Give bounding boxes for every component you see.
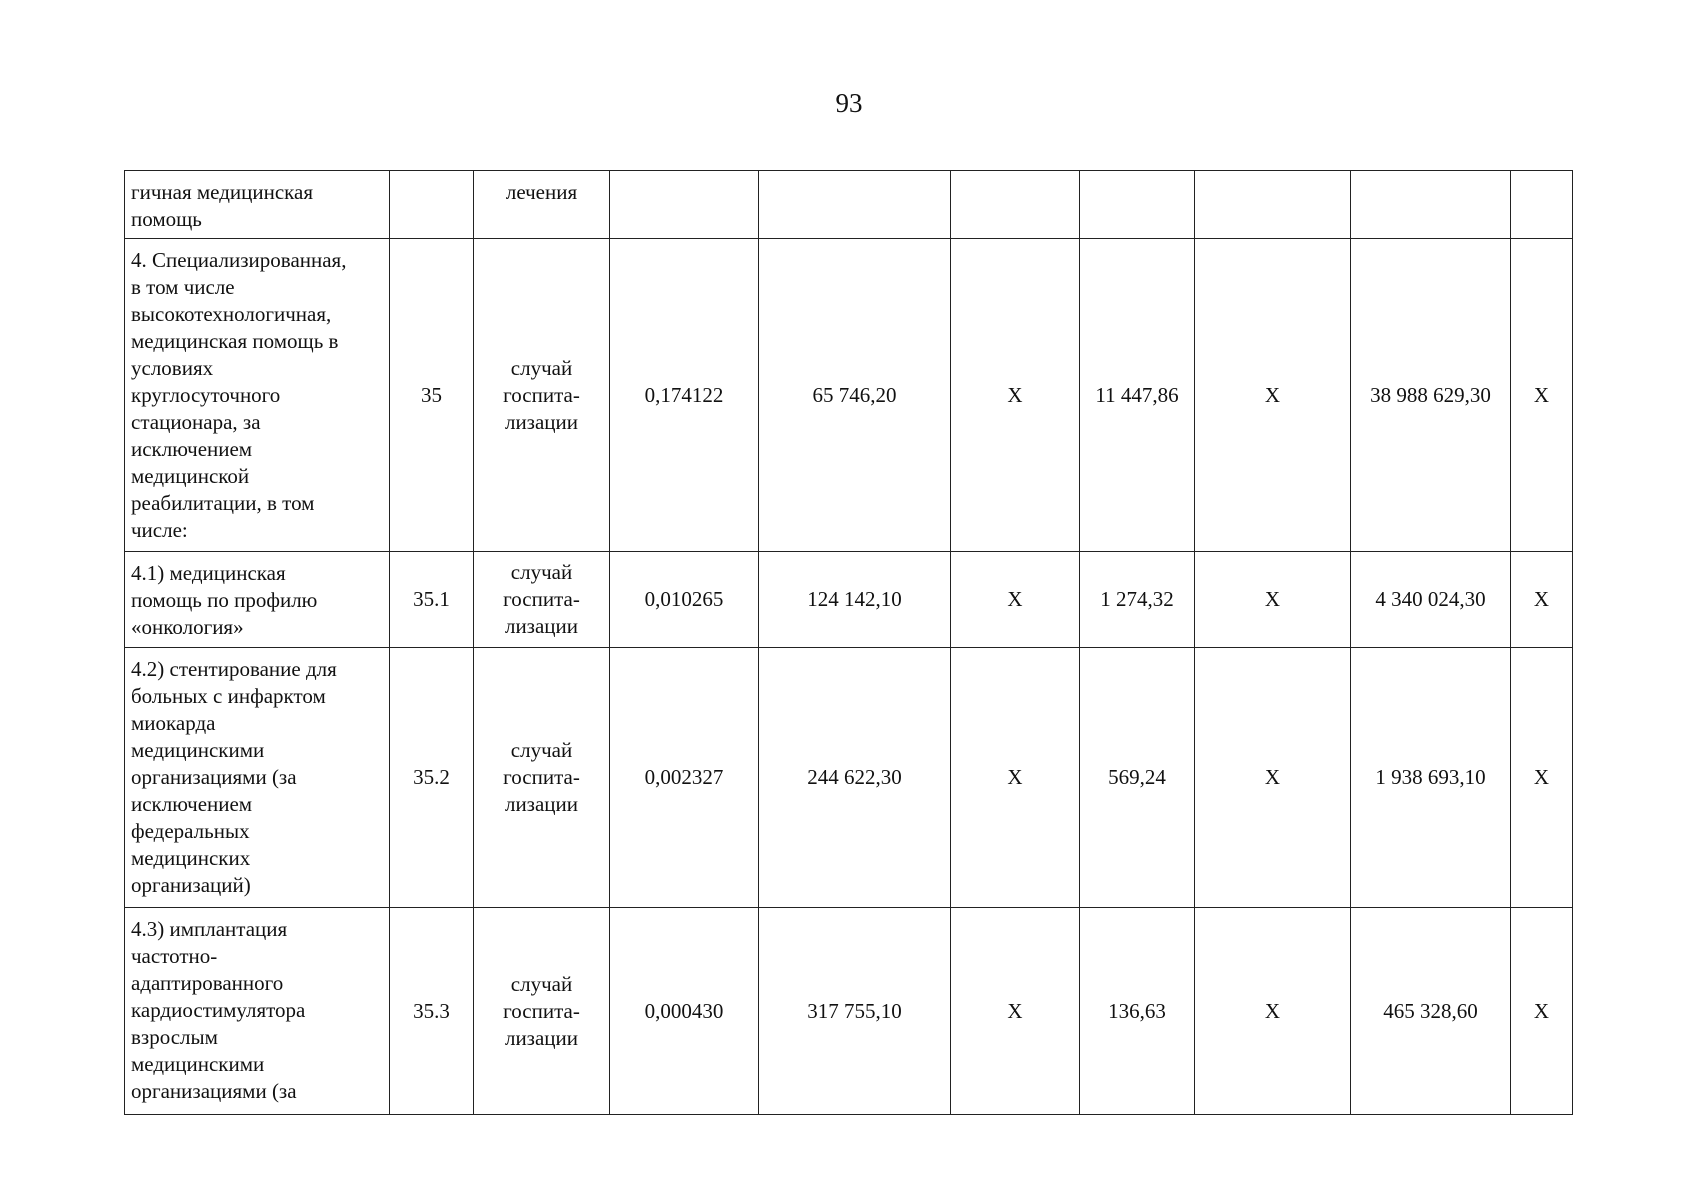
row-name-cell: 4.3) имплантация частотно- адаптированного кардиостимулятора взрослым медицинскими организациями (за [125, 908, 390, 1115]
table-row [125, 171, 1573, 239]
row-code-cell [390, 171, 474, 239]
row-value-cell: X [951, 239, 1080, 552]
data-table [124, 170, 1573, 1115]
page-number: 93 [835, 88, 863, 118]
row-value-cell: 11 447,86 [1080, 239, 1195, 552]
row-unit-cell: случай госпита- лизации [474, 552, 610, 648]
row-unit-cell: случай госпита- лизации [474, 908, 610, 1115]
row-value-cell: X [1511, 552, 1573, 648]
row-value-cell: X [1511, 648, 1573, 908]
row-unit-cell: случай госпита- лизации [474, 239, 610, 552]
row-value-cell: X [1511, 908, 1573, 1115]
row-value-cell: X [951, 648, 1080, 908]
row-unit-cell: лечения [474, 171, 610, 239]
table-row [125, 552, 1573, 648]
table-row [125, 908, 1573, 1115]
row-value-cell [759, 171, 951, 239]
row-unit-cell: случай госпита- лизации [474, 648, 610, 908]
row-value-cell: X [1195, 648, 1351, 908]
row-value-cell: 38 988 629,30 [1351, 239, 1511, 552]
row-value-cell: X [951, 908, 1080, 1115]
row-value-cell: 124 142,10 [759, 552, 951, 648]
row-value-cell: 136,63 [1080, 908, 1195, 1115]
row-value-cell: 4 340 024,30 [1351, 552, 1511, 648]
row-name-cell: 4. Специализированная, в том числе высокотехнологичная, медицинская помощь в условиях круглосуточного стационара, за исключением медицинской реабилитации, в том числе: [125, 239, 390, 552]
row-value-cell: 317 755,10 [759, 908, 951, 1115]
row-value-cell: X [1195, 908, 1351, 1115]
row-value-cell: 0,174122 [610, 239, 759, 552]
table-row [125, 239, 1573, 552]
row-value-cell: 0,000430 [610, 908, 759, 1115]
row-value-cell: 1 938 693,10 [1351, 648, 1511, 908]
row-code-cell: 35.1 [390, 552, 474, 648]
row-name-cell: 4.2) стентирование для больных с инфарктом миокарда медицинскими организациями (за исключением федеральных медицинских организаций) [125, 648, 390, 908]
row-value-cell: 569,24 [1080, 648, 1195, 908]
row-value-cell: X [951, 552, 1080, 648]
row-value-cell: 244 622,30 [759, 648, 951, 908]
row-value-cell [1080, 171, 1195, 239]
row-value-cell [610, 171, 759, 239]
row-code-cell: 35 [390, 239, 474, 552]
row-value-cell [1351, 171, 1511, 239]
row-value-cell: 0,002327 [610, 648, 759, 908]
row-value-cell [1511, 171, 1573, 239]
row-value-cell: 0,010265 [610, 552, 759, 648]
row-value-cell: 65 746,20 [759, 239, 951, 552]
row-name-cell: 4.1) медицинская помощь по профилю «онкология» [125, 552, 390, 648]
table-row [125, 648, 1573, 908]
row-code-cell: 35.3 [390, 908, 474, 1115]
row-code-cell: 35.2 [390, 648, 474, 908]
row-value-cell: 465 328,60 [1351, 908, 1511, 1115]
row-name-cell: гичная медицинская помощь [125, 171, 390, 239]
row-value-cell [1195, 171, 1351, 239]
row-value-cell: X [1195, 239, 1351, 552]
row-value-cell: X [1195, 552, 1351, 648]
row-value-cell: X [1511, 239, 1573, 552]
row-value-cell: 1 274,32 [1080, 552, 1195, 648]
row-value-cell [951, 171, 1080, 239]
